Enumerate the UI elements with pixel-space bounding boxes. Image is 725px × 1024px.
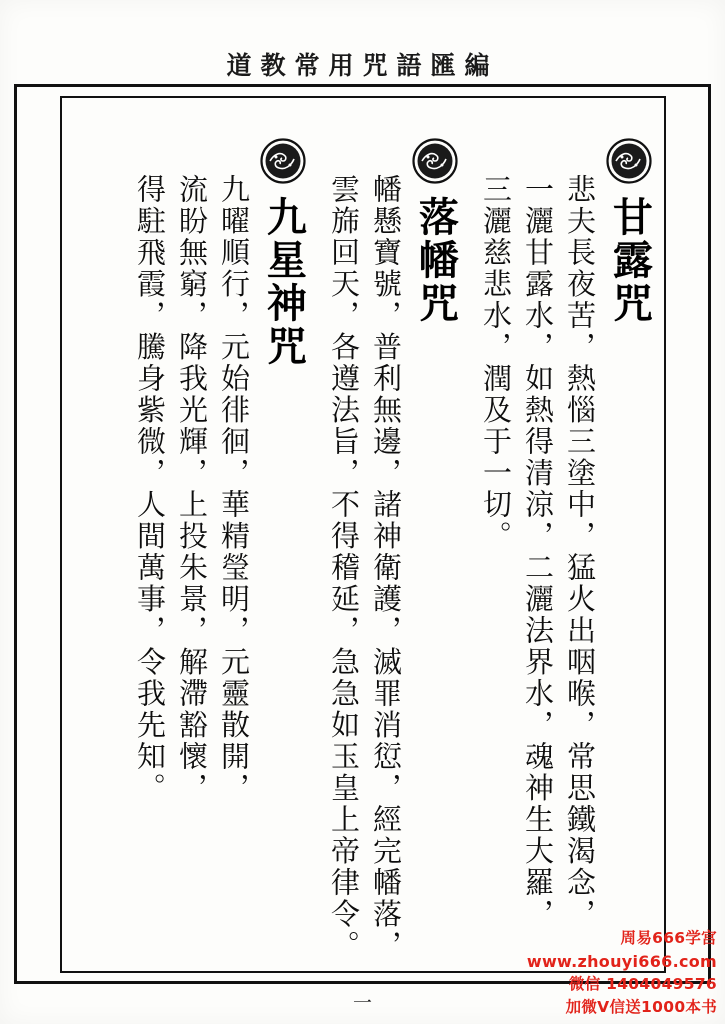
section-lines-ganlu <box>468 100 597 960</box>
text-line: 一灑甘露水，如熱得清涼，二灑法界水，魂神生大羅， <box>521 174 555 930</box>
watermark-wechat: 微信 1404049576 <box>568 975 717 994</box>
text-line: 幡懸寶號，普利無邊，諸神衛護，滅罪消愆，經完幡落， <box>369 174 403 962</box>
section-heading-luofan <box>402 100 468 960</box>
watermark <box>527 927 717 1018</box>
section-ganlu-zhou <box>468 100 662 960</box>
frame-rule-top <box>14 84 711 87</box>
running-header: 道教常用咒語匯編 <box>226 51 499 80</box>
frame-rule-right-outer <box>708 84 711 984</box>
watermark-brand: 周易666学宫 <box>620 929 717 948</box>
section-luofan-zhou <box>316 100 468 960</box>
text-line: 流盼無窮，降我光輝，上投朱景，解滯豁懷， <box>175 174 209 804</box>
frame-rule-left-outer <box>14 84 17 984</box>
watermark-url: www.zhouyi666.com <box>526 951 717 971</box>
frame-rule-left-inner <box>60 96 62 972</box>
section-lines-jiuxing <box>122 100 251 960</box>
section-title-luofan: 落幡咒 <box>412 196 460 325</box>
page-number: 一 <box>352 992 372 1014</box>
dragon-roundel-ornament <box>606 138 652 184</box>
text-line: 九曜順行，元始徘徊，華精瑩明，元靈散開， <box>217 174 251 804</box>
section-jiuxing-shenzhou <box>122 100 316 960</box>
dragon-roundel-ornament <box>412 138 458 184</box>
section-heading-ganlu <box>596 100 662 960</box>
text-line: 三灑慈悲水，潤及于一切。 <box>479 174 513 552</box>
dragon-roundel-ornament <box>260 138 306 184</box>
text-line: 得駐飛霞，騰身紫微，人間萬事，令我先知。 <box>133 174 167 804</box>
text-line: 悲夫長夜苦，熱惱三塗中，猛火出咽喉，常思鐵渴念， <box>563 174 597 930</box>
watermark-promo: 加微V信送1000本书 <box>565 997 717 1016</box>
section-title-ganlu: 甘露咒 <box>606 196 654 325</box>
section-heading-jiuxing <box>250 100 316 960</box>
section-title-jiuxing: 九星神咒 <box>260 196 308 368</box>
frame-rule-right-inner <box>664 96 666 972</box>
frame-rule-inner-top <box>60 96 666 98</box>
vertical-text-body <box>66 100 662 968</box>
section-lines-luofan <box>316 100 403 962</box>
text-line: 雲旆回天，各遵法旨，不得稽延，急急如玉皇上帝律令。 <box>327 174 361 962</box>
